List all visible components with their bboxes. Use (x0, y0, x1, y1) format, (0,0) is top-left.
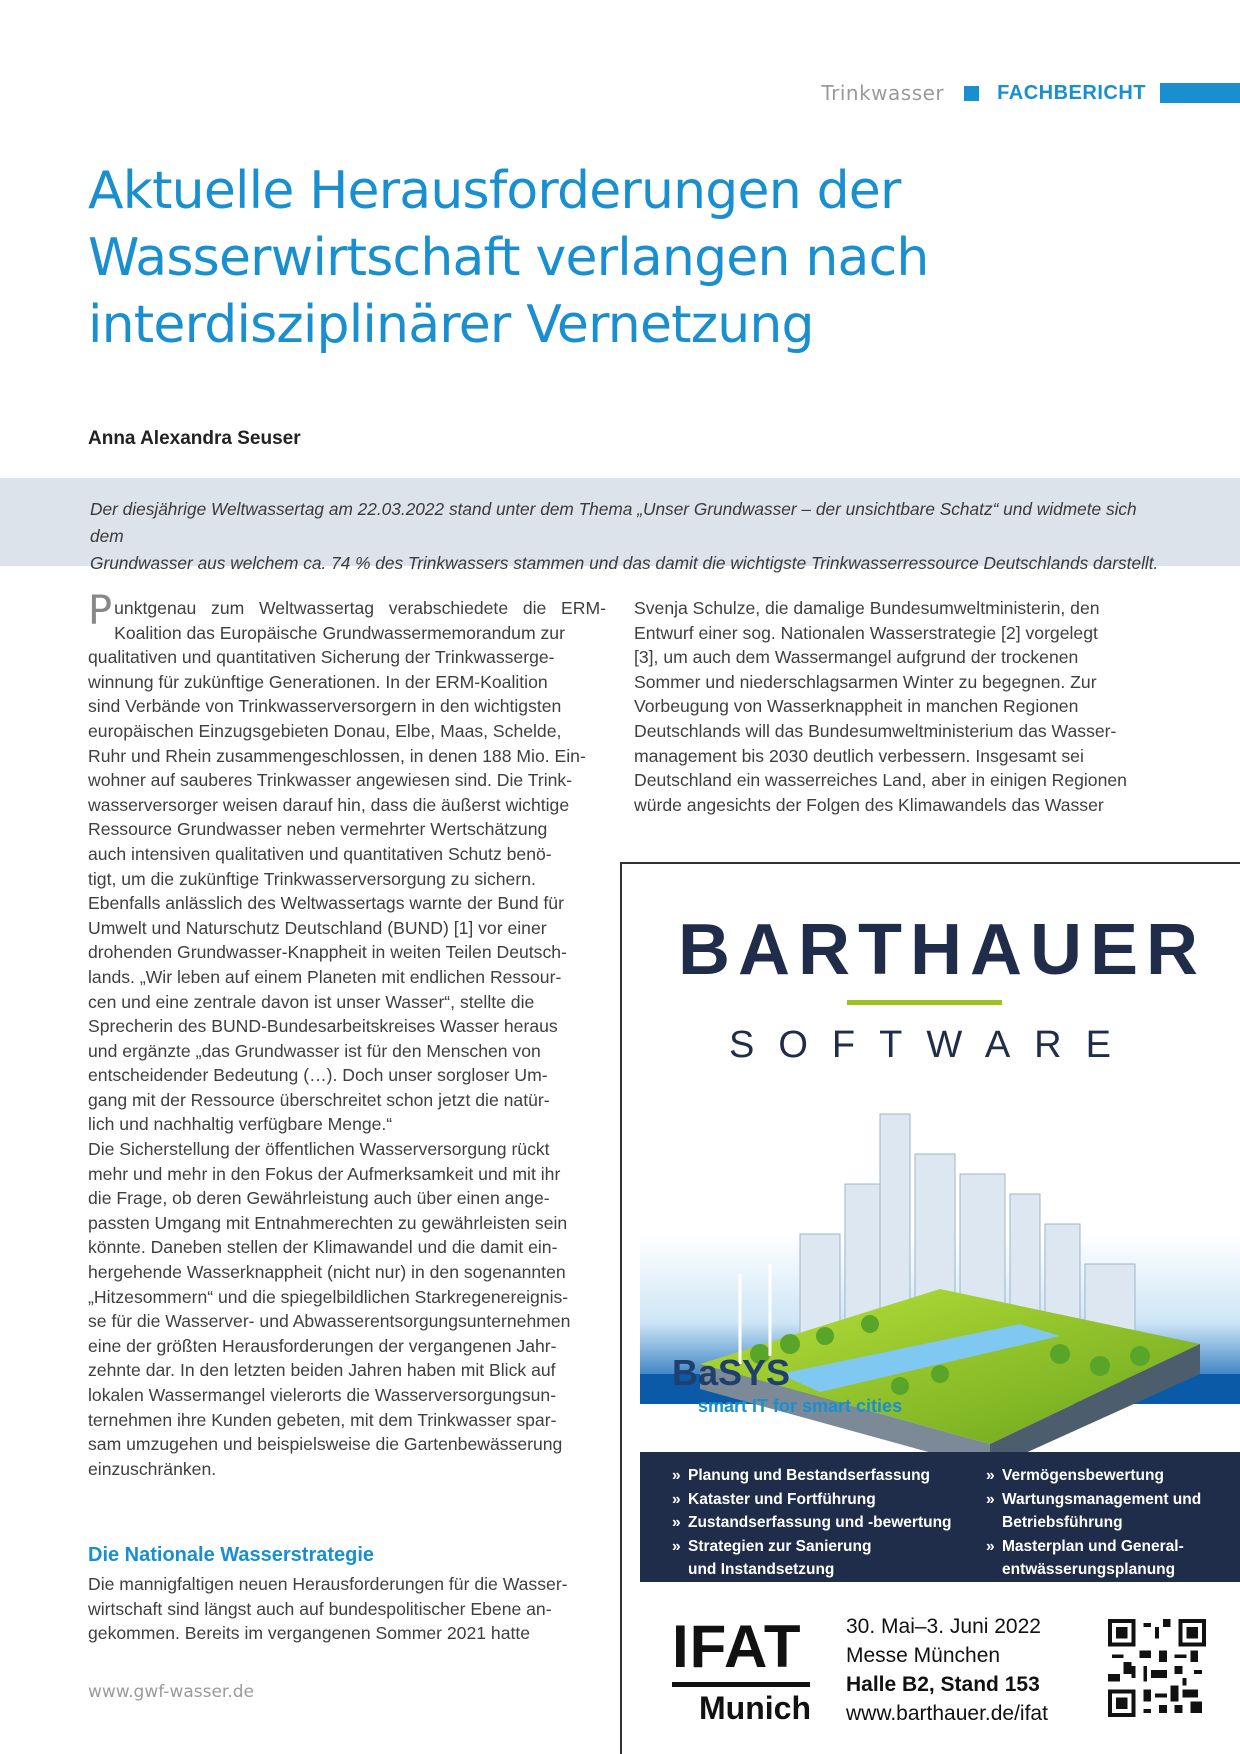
body-line: europäischen Einzugsgebieten Donau, Elbe, Maas, Schelde, (88, 720, 562, 741)
lead-line: Grundwasser aus welchem ca. 74 % des Trinkwassers stammen und das damit die wichtigste Trinkwasserressource Deutschlands darstellt. (90, 553, 1159, 573)
body-line: Die Sicherstellung der öffentlichen Wasserversorgung rückt (88, 1139, 550, 1160)
feature-item: entwässerungsplanung (1002, 1561, 1176, 1578)
body-line: wasserversorger weisen darauf hin, dass die äußerst wichtige (88, 794, 570, 815)
lead-text (90, 496, 1170, 577)
title-line: Wasserwirtschaft verlangen nach (88, 228, 929, 288)
ad-brand: BARTHAUER (678, 910, 1206, 990)
event-stand: Halle B2, Stand 153 (846, 1673, 1040, 1696)
body-line: Ebenfalls anlässlich des Weltwassertags warnte der Bund für (88, 893, 564, 914)
body-line: passten Umgang mit Entnahmerechten zu gewährleisten sein (88, 1212, 568, 1233)
body-line: sind Verbände von Trinkwasserversorgern in den wichtigsten (88, 696, 562, 717)
body-line: lands. „Wir leben auf einem Planeten mit endlichen Ressour- (88, 966, 562, 987)
body-line: winnung für zukünftige Generationen. In der ERM-Koalition (88, 671, 548, 692)
body-line: Entwurf einer sog. Nationalen Wasserstrategie [2] vorgelegt (634, 622, 1098, 643)
feature-item: » Masterplan und General- (986, 1535, 1236, 1559)
body-line: se für die Wasserver- und Abwasserentsorgungsunternehmen (88, 1311, 571, 1332)
body-line: die Frage, ob deren Gewährleistung auch über einen ange- (88, 1188, 550, 1209)
body-line: lich und nachhaltig verfügbare Menge.“ (88, 1114, 393, 1135)
body-line: einzuschränken. (88, 1458, 217, 1479)
body-line: gekommen. Bereits im vergangenen Sommer 2021 hatte (88, 1623, 531, 1644)
event-venue: Messe München (846, 1644, 1001, 1667)
feature-list-left (672, 1464, 972, 1582)
body-line: ternehmen ihre Kunden gebeten, mit dem Trinkwasser spar- (88, 1409, 557, 1430)
lead-box (0, 478, 1240, 573)
title-line: Aktuelle Herausforderungen der (88, 161, 901, 221)
ifat-logo-text: IFAT (672, 1613, 802, 1680)
body-column-left (88, 588, 606, 1481)
body-line: drohenden Grundwasser-Knappheit in weiten Teilen Deutsch- (88, 942, 567, 963)
body-line: Ruhr und Rhein zusammengeschlossen, in denen 188 Mio. Ein- (88, 745, 586, 766)
body-line: sam umzugehen und beispielsweise die Gartenbewässerung (88, 1434, 563, 1455)
footer-url: www.gwf-wasser.de (88, 1682, 255, 1702)
body-line: gang mit der Ressource überschreitet schon jetzt die natür- (88, 1089, 550, 1110)
product-name: BaSYS (672, 1352, 791, 1393)
header-bar-mark (1160, 83, 1240, 103)
body-line: eine der größten Herausforderungen der vergangenen Jahr- (88, 1335, 557, 1356)
body-line: tigt, um die zukünftige Trinkwasserversorgung zu sichern. (88, 868, 536, 889)
feature-box (640, 1452, 1240, 1582)
body-line: auch intensiven qualitativen und quantitativen Schutz benö- (88, 843, 552, 864)
section-heading: Die Nationale Wasserstrategie (88, 1544, 375, 1566)
body-column-right (634, 596, 1154, 817)
event-info (846, 1612, 1048, 1728)
qr-code[interactable] (1108, 1619, 1206, 1717)
lead-line: Der diesjährige Weltwassertag am 22.03.2022 stand unter dem Thema „Unser Grundwasser – der unsichtbare Schatz“ und widmete sich dem (90, 499, 1137, 546)
body-line-text: unktgenau zum Weltwassertag verabschiedete die ERM- (114, 598, 606, 618)
body-line: Sommer und niederschlagsarmen Winter zu begegnen. Zur (634, 671, 1097, 692)
article-title (88, 158, 1088, 359)
body-line: Umwelt und Naturschutz Deutschland (BUND) [1] vor einer (88, 917, 547, 938)
author-name: Anna Alexandra Seuser (88, 428, 301, 449)
body-line: Svenja Schulze, die damalige Bundesumweltministerin, den (634, 598, 1100, 618)
body-line: wirtschaft sind längst auch auf bundespolitischer Ebene an- (88, 1598, 552, 1619)
header-square-mark (964, 86, 979, 101)
body-line: hergehende Wasserknappheit (nicht nur) in den sogenannten (88, 1262, 566, 1283)
feature-item: » Zustandserfassung und -bewertung (672, 1511, 972, 1535)
body-line: Ressource Grundwasser neben vermehrter Wertschätzung (88, 819, 548, 840)
body-line: Die mannigfaltigen neuen Herausforderungen für die Wasser- (88, 1574, 568, 1594)
feature-item: » Kataster und Fortführung (672, 1488, 972, 1512)
section-label: Trinkwasser (821, 81, 945, 105)
feature-item: » Wartungsmanagement und (986, 1488, 1236, 1512)
title-line: interdisziplinärer Vernetzung (88, 295, 814, 355)
body-line: zehnte dar. In den letzten beiden Jahren haben mit Blick auf (88, 1360, 556, 1381)
body-line: cen und eine zentrale davon ist unser Wasser“, stellte die (88, 991, 535, 1012)
ifat-logo-city: Munich (699, 1690, 811, 1726)
body-line: qualitativen und quantitativen Sicherung der Trinkwasserge- (88, 647, 555, 668)
body-line: Vorbeugung von Wasserknappheit in manchen Regionen (634, 696, 1079, 717)
body-line: mehr und mehr in den Fokus der Aufmerksamkeit und mit ihr (88, 1163, 561, 1184)
body-line: Sprecherin des BUND-Bundesarbeitskreises Wasser heraus (88, 1016, 558, 1037)
body-line: wohner auf sauberes Trinkwasser angewiesen sind. Die Trink- (88, 770, 573, 791)
article-type-label: FACHBERICHT (997, 81, 1146, 104)
body-line: Deutschlands will das Bundesumweltministerium das Wasser- (634, 720, 1117, 741)
body-line: management bis 2030 deutlich verbessern. Insgesamt sei (634, 745, 1084, 766)
body-column-left-continued (88, 1572, 606, 1646)
body-line: und ergänzte „das Grundwasser ist für den Menschen von (88, 1040, 541, 1061)
feature-item: » Vermögensbewertung (986, 1464, 1236, 1488)
body-line: Koalition das Europäische Grundwassermemorandum zur (114, 622, 565, 643)
body-line: Deutschland ein wasserreiches Land, aber in einigen Regionen (634, 770, 1127, 791)
feature-item: » Strategien zur Sanierung (672, 1535, 972, 1559)
feature-item: » Planung und Bestandserfassung (672, 1464, 972, 1488)
body-line: würde angesichts der Folgen des Klimawandels das Wasser (634, 794, 1104, 815)
ifat-logo (672, 1613, 822, 1746)
ifat-logo-bar (672, 1682, 810, 1687)
feature-list-right (986, 1464, 1236, 1582)
feature-item: und Instandsetzung (688, 1561, 835, 1578)
event-url[interactable]: www.barthauer.de/ifat (846, 1702, 1048, 1725)
body-line: könnte. Daneben stellen der Klimawandel und die damit ein- (88, 1237, 558, 1258)
ad-subbrand: SOFTWARE (729, 1024, 1135, 1066)
body-line: lokalen Wassermangel vielerorts die Wasserversorgungsun- (88, 1385, 557, 1405)
advertisement (620, 862, 1240, 1754)
feature-item: Betriebsführung (1002, 1514, 1123, 1531)
drop-cap: P (88, 588, 113, 634)
page-header (821, 80, 1240, 106)
body-line: entscheidender Bedeutung (…). Doch unser sorgloser Um- (88, 1065, 548, 1086)
ad-divider (847, 1000, 1002, 1005)
event-dates: 30. Mai–3. Juni 2022 (846, 1615, 1041, 1638)
body-line: [3], um auch dem Wassermangel aufgrund der trockenen (634, 647, 1079, 668)
product-tagline: smart IT for smart cities (698, 1396, 903, 1416)
body-line: „Hitzesommern“ und die spiegelbildlichen Starkregenereignis- (88, 1286, 569, 1307)
